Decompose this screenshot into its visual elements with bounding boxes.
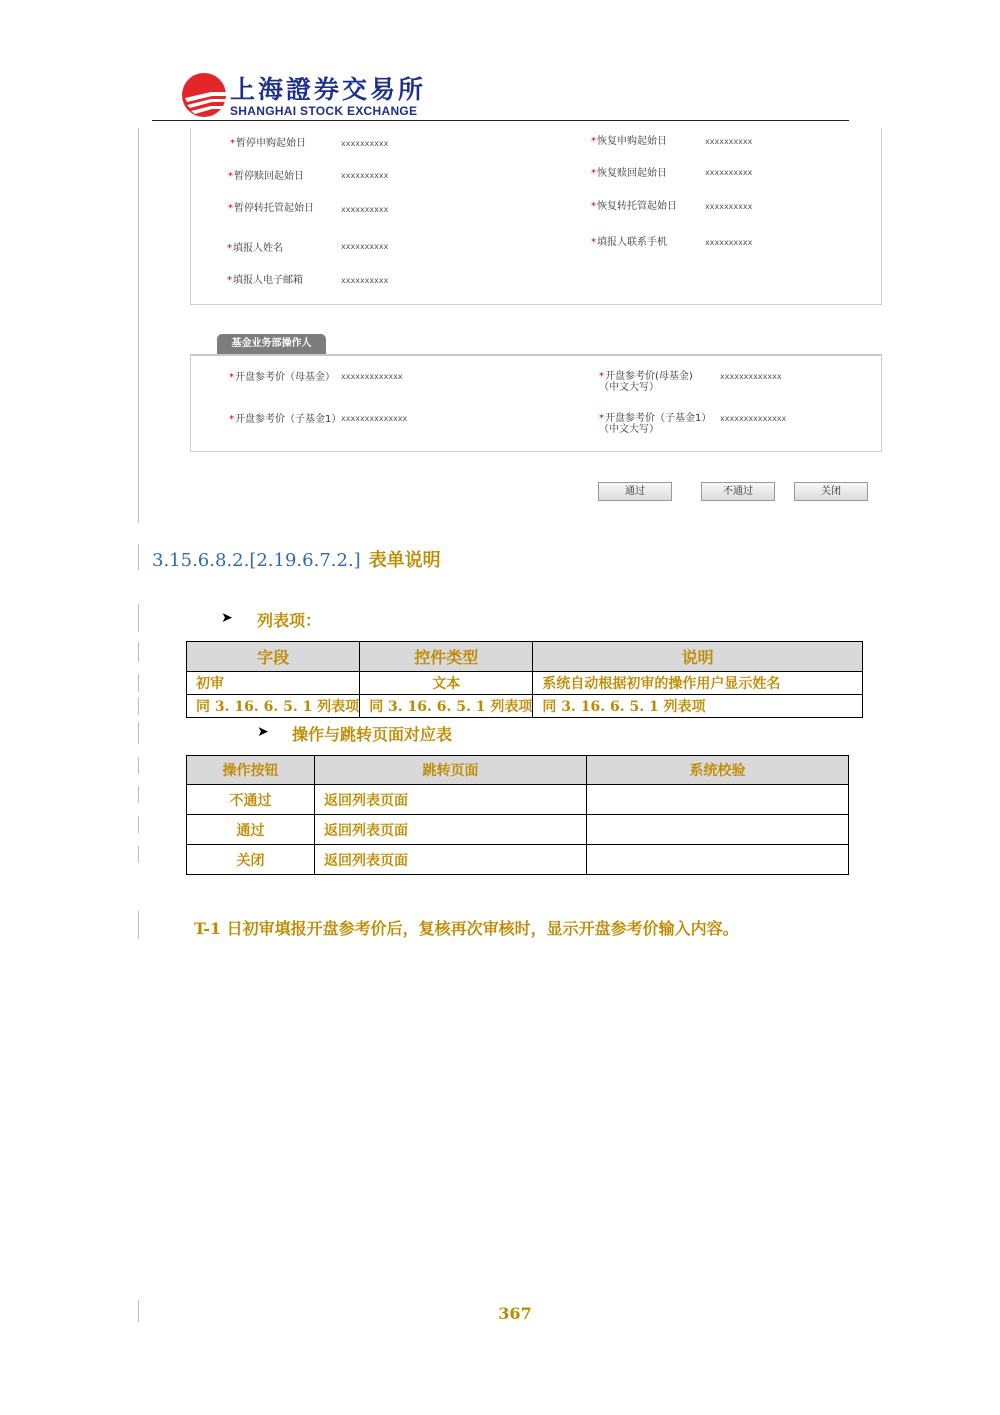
margin-bar [138,697,139,715]
field-label: *开盘参考价（母基金） [229,372,335,383]
logo-chinese-name: 上海證券交易所 [230,75,427,104]
field-value[interactable]: xxxxxxxxxxxxxx [720,414,787,423]
table-cell [587,785,849,815]
margin-bar [138,642,139,662]
table-cell: 返回列表页面 [315,815,587,845]
field-label: *暂停申购起始日 [230,138,306,149]
margin-bar [138,128,139,523]
field-label: *开盘参考价(母基金) （中文大写） [599,371,693,393]
field-label: *恢复转托管起始日 [591,201,677,212]
column-header: 系统校验 [587,756,849,785]
field-label: *暂停赎回起始日 [228,171,304,182]
field-table [186,641,863,718]
page-number: 367 [498,1304,532,1323]
table-cell: 返回列表页面 [315,785,587,815]
field-label: *填报人电子邮箱 [227,275,303,286]
table-row [187,672,863,695]
table-row [187,845,849,875]
field-value[interactable]: xxxxxxxxxx [705,137,753,146]
margin-bar [138,722,139,744]
note-text: T-1 日初审填报开盘参考价后，复核再次审核时，显示开盘参考价输入内容。 [194,919,739,938]
section-number: 3.15.6.8.2.[2.19.6.7.2.] [152,550,361,571]
table-cell: 文本 [360,672,533,695]
reject-button[interactable]: 不通过 [701,482,775,501]
margin-bar [138,846,139,863]
close-button[interactable]: 关闭 [794,482,868,501]
field-value[interactable]: xxxxxxxxxx [705,168,753,177]
sse-emblem-icon [181,72,229,118]
margin-bar [138,674,139,692]
sse-logo [178,70,438,122]
table-cell [587,845,849,875]
pass-button[interactable]: 通过 [598,482,672,501]
table-header-row [187,756,849,785]
table-row [187,815,849,845]
table-cell: 系统自动根据初审的操作用户显示姓名 [533,672,863,695]
field-value[interactable]: xxxxxxxxxxxxx [341,372,403,381]
tab-fund-operator[interactable]: 基金业务部操作人 [217,334,326,354]
ops-heading: 操作与跳转页面对应表 [292,725,453,744]
list-heading: 列表项： [257,611,322,630]
table-cell [587,815,849,845]
column-header: 操作按钮 [187,756,315,785]
table-row [187,695,863,718]
column-header: 说明 [533,642,863,672]
table-cell: 通过 [187,815,315,845]
field-value[interactable]: xxxxxxxxxx [341,205,389,214]
table-cell: 同 3. 16. 6. 5. 1 列表项 [360,695,533,718]
field-value[interactable]: xxxxxxxxxx [341,171,389,180]
field-label: *填报人联系手机 [591,237,667,248]
table-cell: 关闭 [187,845,315,875]
field-label: *恢复赎回起始日 [591,168,667,179]
margin-bar [138,816,139,833]
table-cell: 返回列表页面 [315,845,587,875]
table-cell: 同 3. 16. 6. 5. 1 列表项 [187,695,360,718]
field-label: *填报人姓名 [227,243,283,254]
margin-bar [138,544,139,570]
table-row [187,785,849,815]
field-value[interactable]: xxxxxxxxxxxxx [720,372,782,381]
field-label: *恢复申购起始日 [591,136,667,147]
operations-table [186,755,849,875]
field-value[interactable]: xxxxxxxxxx [341,139,389,148]
column-header: 控件类型 [360,642,533,672]
column-header: 跳转页面 [315,756,587,785]
margin-bar [138,786,139,803]
section-title: 表单说明 [368,550,441,571]
field-value[interactable]: xxxxxxxxxx [341,242,389,251]
field-value[interactable]: xxxxxxxxxxxxxx [341,414,408,423]
table-cell: 同 3. 16. 6. 5. 1 列表项 [533,695,863,718]
section-heading [152,546,441,572]
margin-bar [138,757,139,774]
column-header: 字段 [187,642,360,672]
field-value[interactable]: xxxxxxxxxx [705,202,753,211]
arrow-bullet-icon: ➤ [257,724,269,740]
table-header-row [187,642,863,672]
field-value[interactable]: xxxxxxxxxx [341,276,389,285]
table-cell: 初审 [187,672,360,695]
header-rule [152,120,849,121]
logo-english-name: SHANGHAI STOCK EXCHANGE [230,104,418,118]
table-cell: 不通过 [187,785,315,815]
margin-bar [138,911,139,939]
arrow-bullet-icon: ➤ [221,610,233,626]
field-label: *暂停转托管起始日 [228,203,314,214]
field-label: *开盘参考价（子基金1） （中文大写） [599,413,712,435]
margin-bar [138,604,139,632]
field-value[interactable]: xxxxxxxxxx [705,238,753,247]
form-panel-lower [190,354,882,452]
field-label: *开盘参考价（子基金1） [229,414,342,425]
